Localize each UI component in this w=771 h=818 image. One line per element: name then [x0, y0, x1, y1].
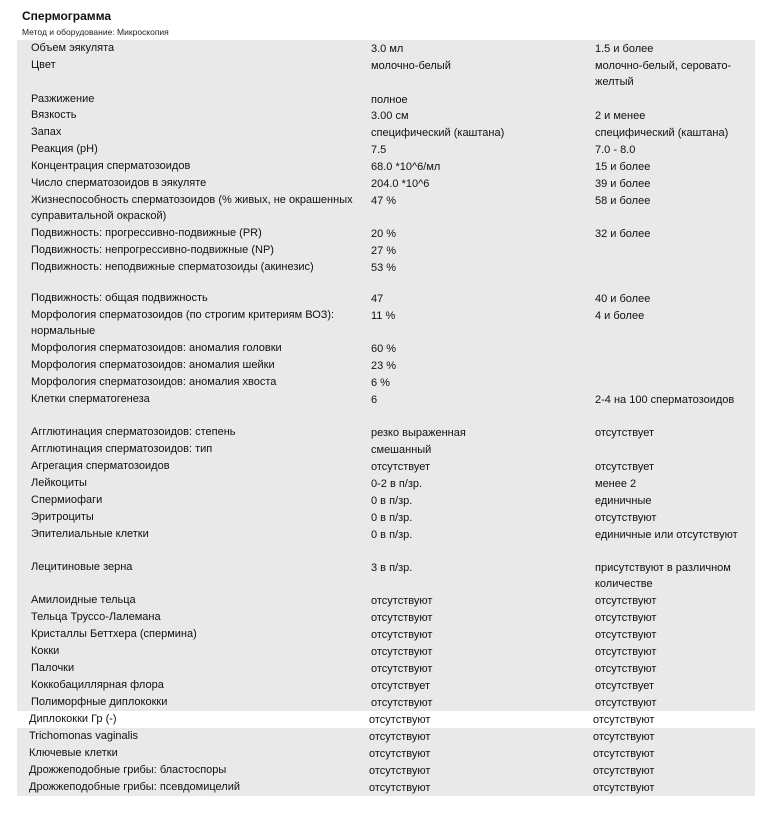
row-value: отсутствуют [371, 629, 433, 641]
row-value: 0 в п/зр. [371, 529, 413, 541]
row-reference: 40 и более [595, 293, 651, 305]
table-row [17, 242, 755, 259]
table-row [17, 374, 755, 391]
table-row [17, 694, 755, 711]
table-row [17, 728, 755, 745]
row-name: Вязкость [31, 109, 77, 121]
row-reference: 4 и более [595, 310, 645, 322]
row-reference: отсутствуют [595, 595, 657, 607]
row-value: отсутствуют [369, 765, 431, 777]
row-value: отсутствуют [369, 782, 431, 794]
row-value: 0 в п/зр. [371, 495, 413, 507]
row-reference [587, 357, 755, 374]
row-value: 0 в п/зр. [371, 512, 413, 524]
row-reference [587, 441, 755, 458]
table-row [17, 91, 755, 107]
table-row [17, 492, 755, 509]
row-reference: 2 и менее [595, 110, 646, 122]
table-row [17, 458, 755, 475]
row-reference: отсутствуют [593, 731, 655, 743]
row-reference: единичные [595, 495, 652, 507]
row-value: отсутствуют [369, 748, 431, 760]
row-name: Цвет [31, 59, 56, 71]
row-value: 27 % [371, 245, 397, 257]
row-name: Ключевые клетки [29, 747, 118, 759]
row-reference [587, 340, 755, 357]
row-reference: 32 и более [595, 228, 651, 240]
row-name: Клетки сперматогенеза [31, 393, 150, 405]
row-name: Эпителиальные клетки [31, 528, 149, 540]
table-row [17, 391, 755, 424]
row-value: 6 % [371, 377, 390, 389]
row-name: Морфология сперматозоидов (по строгим критериям ВОЗ): нормальные [31, 309, 335, 337]
row-reference: 7.0 - 8.0 [595, 144, 636, 156]
row-reference [587, 374, 755, 391]
table-row [17, 357, 755, 374]
row-reference: отсутствуют [595, 512, 657, 524]
row-value: отсутствуют [369, 714, 431, 726]
row-name: Жизнеспособность сперматозоидов (% живых, не окрашенных суправитальной окраской) [31, 194, 353, 222]
row-name: Агрегация сперматозоидов [31, 460, 170, 472]
row-name: Число сперматозоидов в эякуляте [31, 177, 207, 189]
table-row [17, 509, 755, 526]
row-name: Подвижность: непрогрессивно-подвижные (NP) [31, 244, 274, 256]
row-reference: отсутствуют [593, 748, 655, 760]
row-value: отсутствует [371, 680, 431, 692]
row-name: Морфология сперматозоидов: аномалия шейки [31, 359, 275, 371]
row-value: 3.00 см [371, 110, 409, 122]
row-value: отсутствуют [371, 646, 433, 658]
table-row [17, 609, 755, 626]
row-name: Дрожжеподобные грибы: псевдомицелий [29, 781, 240, 793]
row-name: Лейкоциты [31, 477, 87, 489]
row-value: 60 % [371, 343, 397, 355]
row-value: отсутствует [371, 461, 431, 473]
row-name: Дрожжеподобные грибы: бластоспоры [29, 764, 227, 776]
row-reference [587, 259, 755, 290]
table-row [17, 340, 755, 357]
row-reference: менее 2 [595, 478, 637, 490]
row-value: 53 % [371, 262, 397, 274]
row-value: 20 % [371, 228, 397, 240]
table-row [17, 141, 755, 158]
row-value: 7.5 [371, 144, 387, 156]
row-value: резко выраженная [371, 427, 466, 439]
row-value: отсутствуют [371, 697, 433, 709]
table-row [17, 762, 755, 779]
row-reference: отсутствуют [593, 782, 655, 794]
row-reference: отсутствуют [595, 697, 657, 709]
row-name: Спермиофаги [31, 494, 103, 506]
row-value: 3 в п/зр. [371, 562, 413, 574]
row-name: Подвижность: прогрессивно-подвижные (PR) [31, 227, 262, 239]
row-reference: 39 и более [595, 178, 651, 190]
row-value: молочно-белый [371, 60, 451, 72]
row-name: Разжижение [31, 93, 95, 105]
row-value: 68.0 *10^6/мл [371, 161, 441, 173]
row-name: Концентрация сперматозоидов [31, 160, 191, 172]
row-name: Подвижность: неподвижные сперматозоиды (акинезис) [31, 261, 314, 273]
row-name: Полиморфные диплококки [31, 696, 168, 708]
row-name: Тельца Труссо-Лалемана [31, 611, 161, 623]
table-row [17, 660, 755, 677]
table-row [17, 192, 755, 225]
row-name: Диплококки Гр (-) [29, 713, 117, 725]
row-reference: 2-4 на 100 сперматозоидов [595, 394, 735, 406]
row-reference: отсутствует [595, 680, 655, 692]
table-row [17, 57, 755, 91]
row-name: Кристаллы Беттхера (спермина) [31, 628, 197, 640]
row-reference: отсутствует [595, 427, 655, 439]
row-name: Лецитиновые зерна [31, 561, 133, 573]
row-reference: единичные или отсутствуют [595, 529, 738, 541]
table-row [17, 158, 755, 175]
row-reference: присутствуют в различном количестве [595, 562, 731, 590]
row-reference: 58 и более [595, 195, 651, 207]
row-value: смешанный [371, 444, 432, 456]
row-reference: отсутствуют [595, 663, 657, 675]
table-row [17, 559, 755, 592]
row-name: Реакция (pH) [31, 143, 98, 155]
row-name: Запах [31, 126, 62, 138]
row-value: 6 [371, 394, 378, 406]
table-row [17, 107, 755, 124]
row-name: Trichomonas vaginalis [29, 730, 139, 742]
row-name: Кокки [31, 645, 60, 657]
row-reference: отсутствуют [595, 612, 657, 624]
row-name: Палочки [31, 662, 75, 674]
row-value: 11 % [371, 310, 396, 322]
table-row [17, 424, 755, 441]
row-reference [587, 91, 755, 107]
method-line: Метод и оборудование: Микроскопия [22, 27, 169, 37]
row-value: 0-2 в п/зр. [371, 478, 423, 490]
table-row [17, 626, 755, 643]
row-value: специфический (каштана) [371, 127, 505, 139]
table-row [17, 259, 755, 290]
row-name: Агглютинация сперматозоидов: тип [31, 443, 213, 455]
row-name: Эритроциты [31, 511, 94, 523]
row-name: Амилоидные тельца [31, 594, 136, 606]
table-row [17, 124, 755, 141]
row-reference [587, 242, 755, 259]
row-value: отсутствуют [371, 595, 433, 607]
table-row [17, 307, 755, 340]
row-value: 204.0 *10^6 [371, 178, 430, 190]
results-table [17, 40, 755, 796]
table-row [17, 643, 755, 660]
report-title: Спермограмма [22, 9, 112, 23]
table-row [17, 40, 755, 57]
row-reference: отсутствуют [595, 629, 657, 641]
row-value: 3.0 мл [371, 43, 404, 55]
row-value: 23 % [371, 360, 397, 372]
row-reference: отсутствуют [593, 765, 655, 777]
row-name: Подвижность: общая подвижность [31, 292, 208, 304]
row-reference: отсутствует [595, 461, 655, 473]
row-reference: отсутствуют [595, 646, 657, 658]
row-value: 47 % [371, 195, 397, 207]
row-value: отсутствуют [371, 612, 433, 624]
table-row [17, 475, 755, 492]
table-row [17, 592, 755, 609]
table-row [17, 441, 755, 458]
row-name: Агглютинация сперматозоидов: степень [31, 426, 236, 438]
row-value: 47 [371, 293, 384, 305]
table-row [17, 526, 755, 559]
table-row [17, 290, 755, 307]
row-reference: 1.5 и более [595, 43, 654, 55]
table-row [17, 745, 755, 762]
table-row [17, 677, 755, 694]
row-name: Объем эякулята [31, 42, 115, 54]
row-name: Коккобациллярная флора [31, 679, 164, 691]
table-row [17, 779, 755, 796]
row-value: отсутствуют [369, 731, 431, 743]
row-value: полное [371, 94, 408, 106]
table-row [17, 175, 755, 192]
row-reference: молочно-белый, серовато-желтый [595, 60, 732, 88]
row-reference: 15 и более [595, 161, 651, 173]
table-row [17, 711, 755, 728]
row-name: Морфология сперматозоидов: аномалия хвоста [31, 376, 277, 388]
row-reference: специфический (каштана) [595, 127, 729, 139]
table-row [17, 225, 755, 242]
row-value: отсутствуют [371, 663, 433, 675]
row-name: Морфология сперматозоидов: аномалия головки [31, 342, 282, 354]
row-reference: отсутствуют [593, 714, 655, 726]
